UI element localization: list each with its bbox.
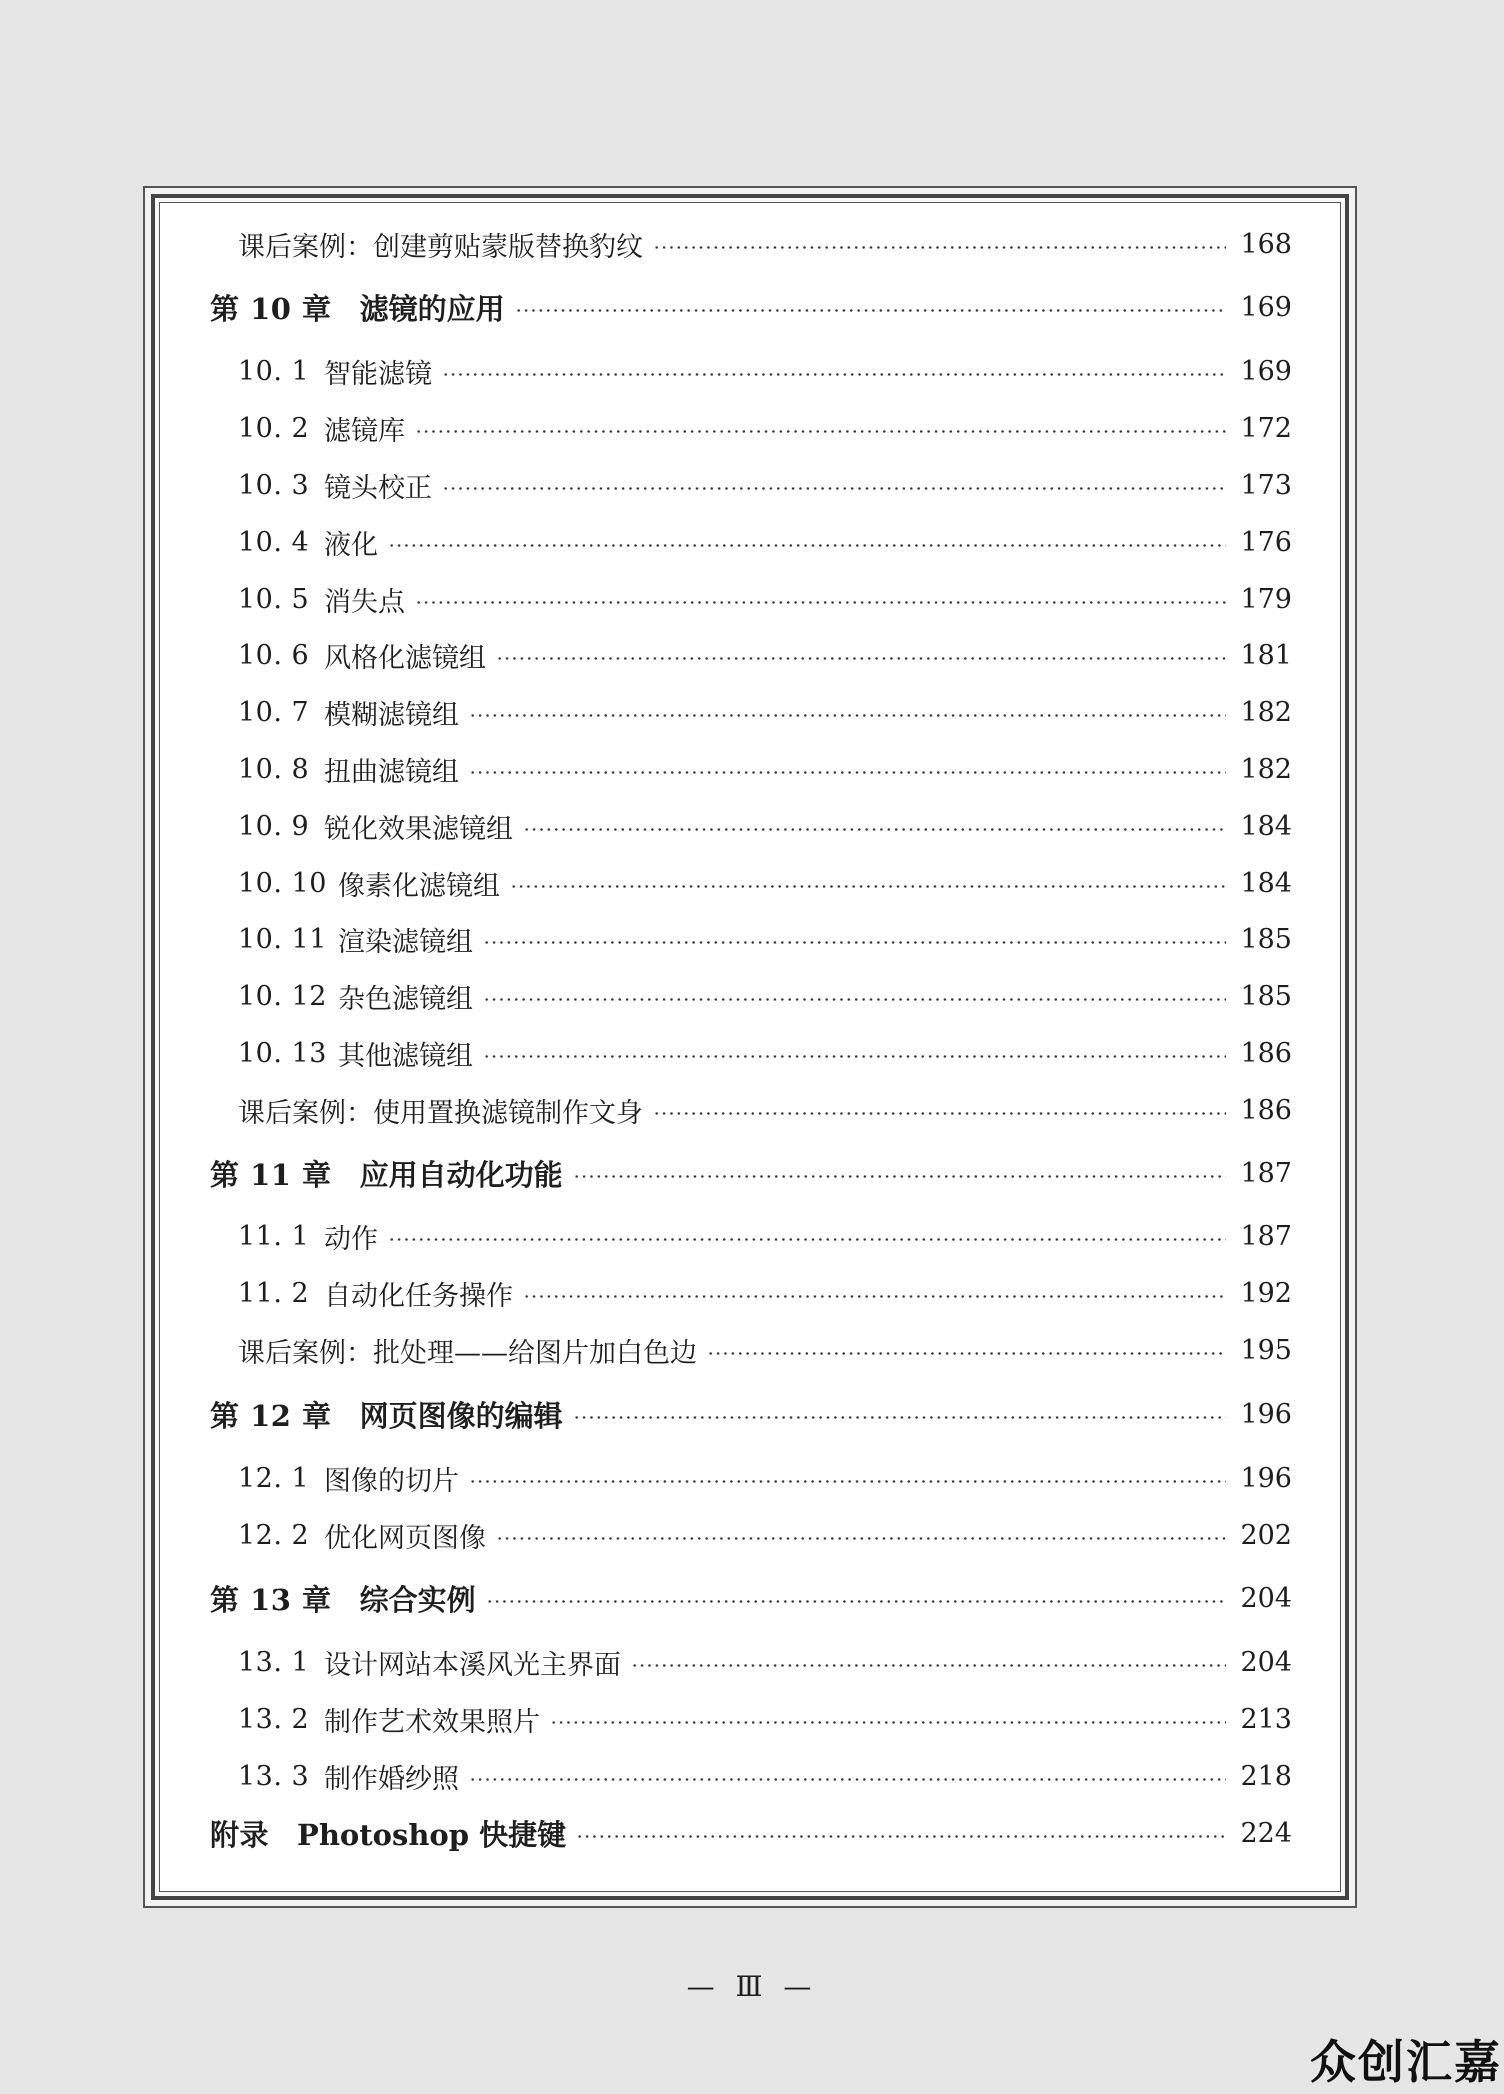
toc-entry-page: 187: [1240, 1157, 1292, 1189]
toc-entry-number: 13. 3: [238, 1760, 310, 1792]
toc-section-entry[interactable]: [210, 406, 1292, 450]
toc-entry-number: 13. 2: [238, 1703, 310, 1735]
toc-entry-title: 优化网页图像: [324, 1522, 486, 1554]
toc-entry-title: 扭曲滤镜组: [324, 756, 459, 788]
toc-entry-title: 设计网站本溪风光主界面: [324, 1649, 621, 1681]
toc-entry-page: 192: [1240, 1277, 1292, 1309]
toc-dot-leader: [469, 1778, 1226, 1781]
toc-entry-page: 204: [1240, 1582, 1292, 1614]
toc-dot-leader: [469, 1480, 1226, 1483]
toc-entry-title: 课后案例：批处理——给图片加白色边: [238, 1337, 697, 1369]
toc-entry-page: 182: [1240, 696, 1292, 728]
toc-entry-title: 锐化效果滤镜组: [324, 813, 513, 845]
toc-section-entry[interactable]: [210, 463, 1292, 507]
toc-entry-title: 像素化滤镜组: [338, 870, 500, 902]
toc-dot-leader: [469, 771, 1226, 774]
toc-entry-number: 10. 9: [238, 810, 310, 842]
toc-dot-leader: [483, 941, 1226, 944]
toc-entry-page: 181: [1240, 639, 1292, 671]
toc-entry-number: 第 13 章: [210, 1582, 332, 1617]
toc-entry-page: 195: [1240, 1334, 1292, 1366]
toc-section-entry[interactable]: [210, 974, 1292, 1018]
toc-section-entry[interactable]: [210, 1754, 1292, 1798]
toc-entry-number: 10. 2: [238, 412, 310, 444]
toc-chapter-entry[interactable]: [210, 1151, 1292, 1195]
toc-entry-title: 液化: [324, 529, 378, 561]
toc-entry-title: 其他滤镜组: [338, 1040, 473, 1072]
toc-entry-number: 10. 13: [238, 1037, 327, 1069]
toc-dot-leader: [653, 1112, 1226, 1115]
toc-dot-leader: [576, 1835, 1226, 1838]
toc-dot-leader: [415, 430, 1226, 433]
toc-dot-leader: [469, 714, 1226, 717]
toc-entry-page: 172: [1240, 412, 1292, 444]
toc-entry-number: 10. 6: [238, 639, 310, 671]
toc-entry-title: 课后案例：创建剪贴蒙版替换豹纹: [238, 231, 643, 263]
toc-entry-number: 10. 3: [238, 469, 310, 501]
toc-entry-number: 11. 1: [238, 1220, 310, 1252]
toc-entry-number: 第 11 章: [210, 1157, 332, 1192]
toc-entry-page: 196: [1240, 1462, 1292, 1494]
toc-entry-title: 滤镜的应用: [359, 291, 505, 326]
toc-entry-title: Photoshop 快捷键: [297, 1817, 567, 1852]
toc-entry-title: 模糊滤镜组: [324, 699, 459, 731]
toc-dot-leader: [483, 1055, 1226, 1058]
toc-dot-leader: [388, 544, 1226, 547]
toc-section-entry[interactable]: [210, 349, 1292, 393]
toc-section-entry[interactable]: [210, 633, 1292, 677]
toc-chapter-entry[interactable]: [210, 285, 1292, 329]
toc-section-entry[interactable]: [210, 1513, 1292, 1557]
toc-section-entry[interactable]: [210, 747, 1292, 791]
toc-dot-leader: [415, 601, 1226, 604]
toc-entry-title: 自动化任务操作: [324, 1280, 513, 1312]
toc-entry-title: 课后案例：使用置换滤镜制作文身: [238, 1097, 643, 1129]
toc-entry-number: 10. 4: [238, 526, 310, 558]
toc-entry-title: 智能滤镜: [324, 358, 432, 390]
toc-entry-page: 168: [1240, 228, 1292, 260]
toc-entry-number: 10. 8: [238, 753, 310, 785]
toc-dot-leader: [510, 885, 1226, 888]
toc-entry-number: 第 10 章: [210, 291, 332, 326]
toc-section-entry[interactable]: [210, 861, 1292, 905]
toc-entry-title: 渲染滤镜组: [338, 926, 473, 958]
toc-entry-page: 185: [1240, 980, 1292, 1012]
toc-entry-number: 12. 2: [238, 1519, 310, 1551]
toc-entry-page: 184: [1240, 867, 1292, 899]
toc-entry-page: 187: [1240, 1220, 1292, 1252]
toc-dot-leader: [496, 657, 1226, 660]
watermark-logo: 众创汇嘉: [1310, 2035, 1502, 2089]
toc-entry-title: 综合实例: [359, 1582, 476, 1617]
toc-entry-page: 186: [1240, 1094, 1292, 1126]
toc-entry-page: 184: [1240, 810, 1292, 842]
toc-entry-number: 11. 2: [238, 1277, 310, 1309]
toc-dot-leader: [442, 487, 1226, 490]
toc-dot-leader: [573, 1416, 1227, 1419]
toc-entry-title: 制作艺术效果照片: [324, 1706, 540, 1738]
toc-dot-leader: [442, 373, 1226, 376]
page-number: — Ⅲ —: [686, 1970, 818, 2003]
toc-dot-leader: [496, 1537, 1226, 1540]
toc-case-entry[interactable]: [210, 1328, 1292, 1372]
toc-entry-title: 滤镜库: [324, 415, 405, 447]
toc-entry-title: 镜头校正: [324, 472, 432, 504]
toc-section-entry[interactable]: [210, 917, 1292, 961]
toc-section-entry[interactable]: [210, 1031, 1292, 1075]
toc-entry-title: 动作: [324, 1223, 378, 1255]
toc-entry-number: 附录: [210, 1817, 270, 1852]
toc-dot-leader: [653, 246, 1226, 249]
toc-case-entry[interactable]: [210, 222, 1292, 266]
toc-entry-title: 制作婚纱照: [324, 1763, 459, 1795]
toc-case-entry[interactable]: [210, 1088, 1292, 1132]
toc-entry-number: 13. 1: [238, 1646, 310, 1678]
toc-dot-leader: [523, 1295, 1226, 1298]
toc-entry-page: 196: [1240, 1398, 1292, 1430]
toc-entry-title: 消失点: [324, 586, 405, 618]
toc-entry-page: 185: [1240, 923, 1292, 955]
toc-entry-number: 10. 7: [238, 696, 310, 728]
toc-entry-number: 10. 5: [238, 583, 310, 615]
toc-dot-leader: [631, 1664, 1226, 1667]
toc-section-entry[interactable]: [210, 520, 1292, 564]
toc-entry-page: 182: [1240, 753, 1292, 785]
toc-section-entry[interactable]: [210, 1214, 1292, 1258]
toc-entry-page: 179: [1240, 583, 1292, 615]
toc-dot-leader: [550, 1721, 1226, 1724]
toc-dot-leader: [707, 1352, 1226, 1355]
toc-section-entry[interactable]: [210, 804, 1292, 848]
toc-entry-title: 网页图像的编辑: [359, 1398, 563, 1433]
toc-entry-number: 10. 12: [238, 980, 327, 1012]
toc-section-entry[interactable]: [210, 1456, 1292, 1500]
toc-section-entry[interactable]: [210, 690, 1292, 734]
toc-chapter-entry[interactable]: [210, 1392, 1292, 1436]
toc-entry-number: 第 12 章: [210, 1398, 332, 1433]
toc-dot-leader: [388, 1238, 1226, 1241]
toc-entry-number: 10. 10: [238, 867, 327, 899]
toc-entry-page: 213: [1240, 1703, 1292, 1735]
toc-entry-page: 169: [1240, 355, 1292, 387]
toc-entry-page: 186: [1240, 1037, 1292, 1069]
toc-dot-leader: [523, 828, 1226, 831]
toc-dot-leader: [573, 1175, 1227, 1178]
toc-entry-title: 应用自动化功能: [359, 1157, 563, 1192]
toc-section-entry[interactable]: [210, 1640, 1292, 1684]
toc-entry-page: 202: [1240, 1519, 1292, 1551]
toc-chapter-entry[interactable]: [210, 1576, 1292, 1620]
toc-entry-page: 218: [1240, 1760, 1292, 1792]
toc-entry-title: 图像的切片: [324, 1465, 459, 1497]
toc-dot-leader: [483, 998, 1226, 1001]
toc-section-entry[interactable]: [210, 1271, 1292, 1315]
toc-entry-page: 176: [1240, 526, 1292, 558]
toc-dot-leader: [515, 309, 1227, 312]
toc-section-entry[interactable]: [210, 1697, 1292, 1741]
toc-chapter-entry[interactable]: [210, 1811, 1292, 1855]
toc-entry-page: 173: [1240, 469, 1292, 501]
toc-entry-number: 12. 1: [238, 1462, 310, 1494]
toc-entry-page: 204: [1240, 1646, 1292, 1678]
toc-dot-leader: [486, 1600, 1227, 1603]
toc-entry-number: 10. 1: [238, 355, 310, 387]
toc-entry-page: 169: [1240, 291, 1292, 323]
toc-entry-title: 杂色滤镜组: [338, 983, 473, 1015]
toc-section-entry[interactable]: [210, 577, 1292, 621]
toc-entry-page: 224: [1240, 1817, 1292, 1849]
toc-entry-number: 10. 11: [238, 923, 327, 955]
toc-entry-title: 风格化滤镜组: [324, 642, 486, 674]
